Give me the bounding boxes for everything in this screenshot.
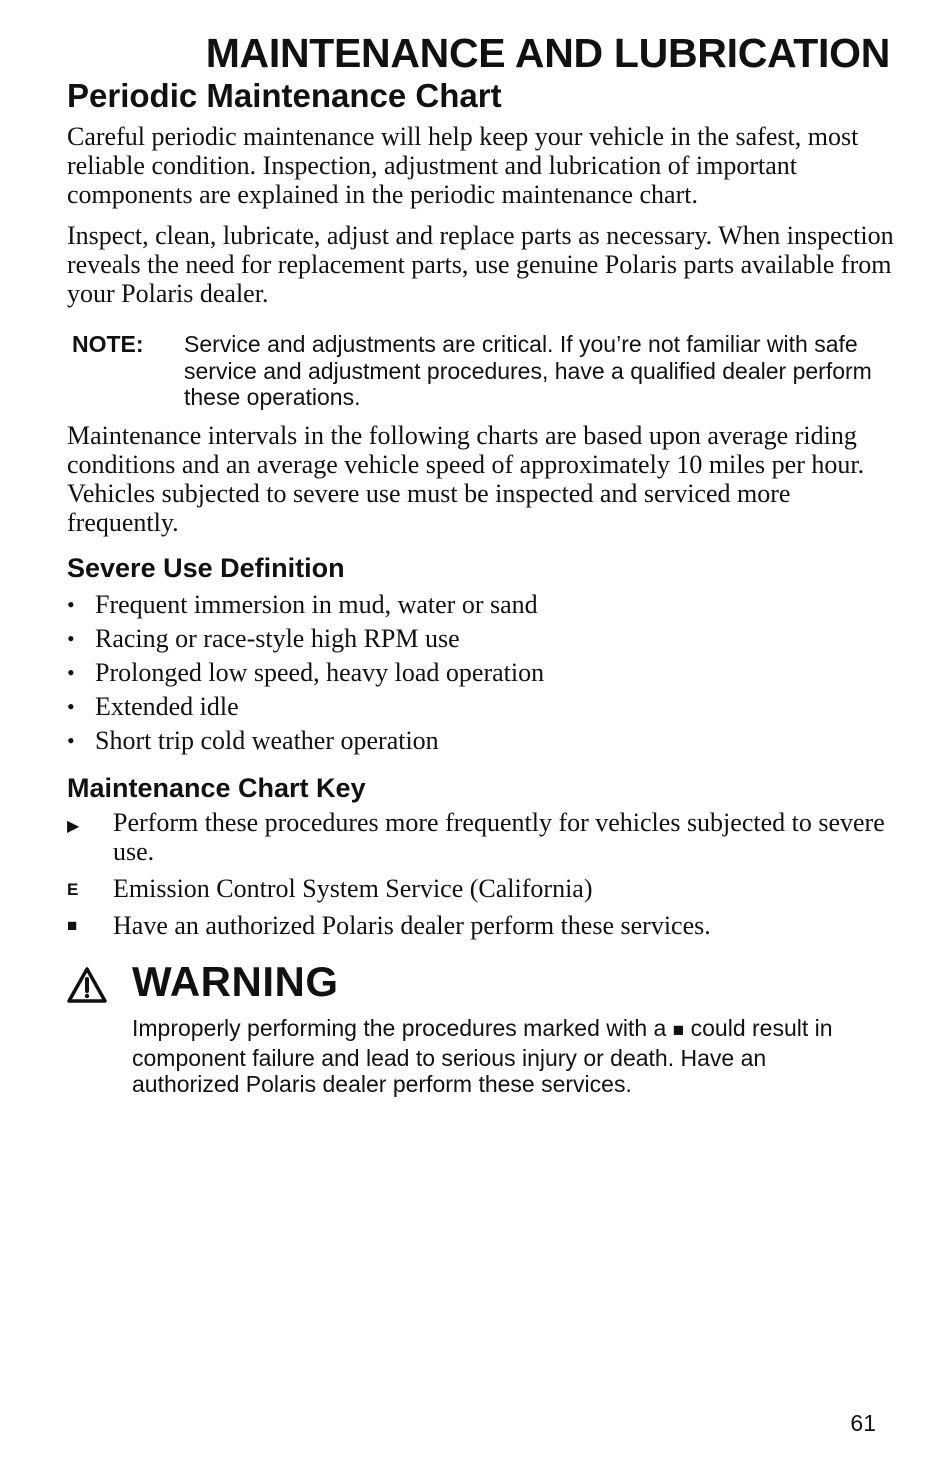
play-arrow-icon: ▶	[67, 818, 80, 835]
list-item: • Frequent immersion in mud, water or sand	[67, 588, 887, 622]
emission-e-icon: E	[67, 880, 79, 899]
note-label: NOTE:	[72, 331, 144, 357]
chart-key-text: Perform these procedures more frequently for vehicles subjected to severe use.	[113, 808, 885, 866]
severe-use-list	[67, 588, 887, 758]
chart-key-text: Emission Control System Service (California)	[113, 874, 593, 903]
bullet-icon: •	[67, 592, 75, 617]
bullet-icon: •	[67, 728, 75, 753]
intro-paragraph-1: Careful periodic maintenance will help keep your vehicle in the safest, most reliable condition. Inspection, adjustment and lubrication of important components are explained in the periodic maintenance chart.	[67, 122, 859, 209]
chart-key-heading: Maintenance Chart Key	[67, 773, 366, 803]
bullet-icon: •	[67, 694, 75, 719]
page-title: MAINTENANCE AND LUBRICATION	[205, 30, 890, 76]
page-number: 61	[850, 1410, 876, 1436]
bullet-icon: •	[67, 626, 75, 651]
list-item: • Prolonged low speed, heavy load operation	[67, 656, 887, 690]
list-item: • Extended idle	[67, 690, 887, 724]
list-item: • Short trip cold weather operation	[67, 724, 887, 758]
square-icon: ■	[672, 1020, 685, 1041]
warning-triangle-icon	[67, 967, 107, 1003]
intro-paragraph-2: Inspect, clean, lubricate, adjust and replace parts as necessary. When inspection reveals the need for replacement parts, use genuine Polaris parts available from your Polaris dealer.	[67, 221, 894, 308]
chart-key-text: Have an authorized Polaris dealer perform these services.	[113, 911, 711, 940]
warning-title: WARNING	[132, 958, 339, 1005]
note-text: Service and adjustments are critical. If you’re not familiar with safe service and adjustment procedures, have a qualified dealer perform these operations.	[184, 331, 872, 410]
list-item: • Racing or race-style high RPM use	[67, 622, 887, 656]
intervals-paragraph: Maintenance intervals in the following charts are based upon average riding conditions and an average vehicle speed of approximately 10 miles per hour. Vehicles subjected to severe use must be inspected and serviced more frequently.	[67, 421, 865, 537]
square-icon: ■	[67, 916, 78, 935]
section-title: Periodic Maintenance Chart	[67, 77, 502, 114]
warning-text: Improperly performing the procedures marked with a ■ could result in component failure and lead to serious injury or death. Have an authorized Polaris dealer perform these services.	[132, 1015, 833, 1097]
severe-use-heading: Severe Use Definition	[67, 553, 345, 583]
bullet-icon: •	[67, 660, 75, 685]
